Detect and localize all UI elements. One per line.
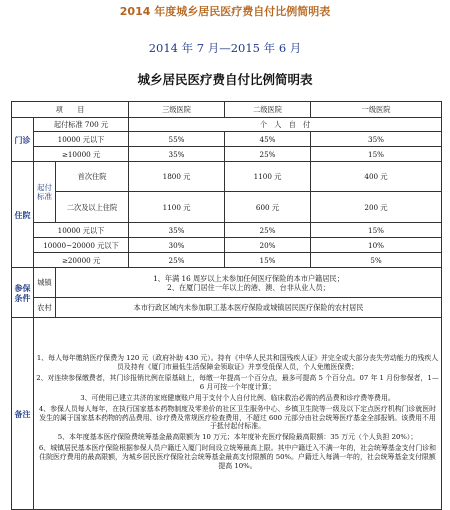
cell-tier2: 15% — [225, 253, 311, 268]
table-row — [12, 162, 442, 192]
row-label: 首次住院 — [56, 162, 129, 192]
cell-tier1: 200 元 — [311, 192, 442, 223]
eligibility-urban-row — [12, 268, 442, 298]
cell-tier2: 600 元 — [225, 192, 311, 223]
row-label: 10000 元以下 — [34, 132, 129, 147]
note-item: 2、对连续参保缴费者，其门诊报销比例在原基础上，每缴一年提高一个百分点，最多可提高 5 个百分点。07 年 1 月份参保者，1—6 月可按一个年度计算； — [36, 373, 439, 391]
cell-tier1: 400 元 — [311, 162, 442, 192]
cell-tier1: 15% — [311, 147, 442, 162]
table-row — [12, 238, 442, 253]
note-item: 1、每人每年缴纳医疗保费为 120 元（政府补助 430 元）。持有《中华人民共和国残疾人证》并完全或大部分丧失劳动能力的残疾人员及持有《厦门市最低生活保障金领取证》并享受低保人员，个人免缴医保费； — [36, 353, 439, 371]
cell-tier2: 25% — [225, 147, 311, 162]
urban-label: 城镇 — [34, 268, 56, 298]
note-item: 6、城镇居民基本医疗保险根据参保人员户籍迁入厦门时间设立统筹最高上限。其中户籍迁入不满一年的，社会统筹基金支付门诊和住院医疗费用的最高限额，为城乡居民医疗保险社会统筹基金最高支付限额的 50%。户籍迁入每满一年的，社会统筹基金支付限额提高 10%。 — [38, 444, 437, 471]
urban-condition-line: 1、年满 16 周岁以上未参加任何医疗保险的本市户籍居民； — [153, 273, 344, 283]
outpatient-threshold-value: 个 人 自 付 — [129, 118, 442, 132]
cell-tier3: 30% — [129, 238, 225, 253]
row-label: 10000 元以下 — [34, 223, 129, 238]
cell-tier3: 25% — [129, 253, 225, 268]
cell-tier3: 1100 元 — [129, 192, 225, 223]
notes-row — [12, 318, 442, 510]
eligibility-side-label: 参保条件 — [12, 268, 34, 318]
cell-tier3: 35% — [129, 147, 225, 162]
cell-tier1: 15% — [311, 223, 442, 238]
cell-tier1: 10% — [311, 238, 442, 253]
table-row — [12, 147, 442, 162]
inpatient-side-label: 住院 — [12, 162, 34, 268]
header-tier1: 一级医院 — [311, 102, 442, 118]
table-row — [12, 223, 442, 238]
table-row — [12, 253, 442, 268]
table-header-row — [12, 102, 442, 118]
notes-side-label: 备注 — [12, 318, 34, 510]
urban-conditions — [56, 268, 442, 298]
header-tier3: 三级医院 — [129, 102, 225, 118]
banner-title: 2014 年度城乡居民医疗费自付比例简明表 — [119, 5, 331, 18]
note-item: 5、本年度基本医疗保险费统筹基金最高限额为 10 万元；本年度补充医疗保险最高限额：35 万元（个人负担 20%）； — [57, 433, 418, 442]
row-label: 二次及以上住院 — [56, 192, 129, 223]
row-label: 10000~20000 元以下 — [34, 238, 129, 253]
note-item: 4、参保人员每人每年，在执行国家基本药物制度及零差价的社区卫生服务中心、乡镇卫生院等一级及以下定点医疗机构门诊就医时发生的属于国家基本药物的药品费用、诊疗费及常规医疗检查费用，不超过 600 元部分由社会统筹医疗基金全部报销。该费用不用于抵付起付标准。 — [38, 404, 437, 431]
cell-tier3: 35% — [129, 223, 225, 238]
outpatient-side-label: 门诊 — [12, 118, 34, 162]
row-label: ≥20000 元 — [34, 253, 129, 268]
cell-tier3: 1800 元 — [129, 162, 225, 192]
inpatient-threshold-sublabel: 起付标准 — [34, 162, 56, 223]
table-row — [12, 192, 442, 223]
header-tier2: 二级医院 — [225, 102, 311, 118]
urban-condition-line: 2、在厦门居住一年以上的港、澳、台非从业人员； — [167, 282, 330, 292]
notes-body — [34, 318, 442, 510]
header-item: 项 目 — [12, 102, 129, 118]
eligibility-rural-row — [12, 298, 442, 318]
cell-tier3: 55% — [129, 132, 225, 147]
cell-tier2: 45% — [225, 132, 311, 147]
outpatient-threshold-row — [12, 118, 442, 132]
outpatient-threshold-label: 起付标准 700 元 — [34, 118, 129, 132]
copay-ratio-table — [11, 101, 442, 510]
cell-tier2: 25% — [225, 223, 311, 238]
rural-condition: 本市行政区域内未参加职工基本医疗保险或城镇居民医疗保险的农村居民 — [56, 298, 442, 318]
period-line: 2014 年 7 月—2015 年 6 月 — [148, 41, 302, 55]
cell-tier1: 35% — [311, 132, 442, 147]
row-label: ≥10000 元 — [34, 147, 129, 162]
cell-tier2: 1100 元 — [225, 162, 311, 192]
document-title: 城乡居民医疗费自付比例简明表 — [137, 72, 313, 87]
cell-tier2: 20% — [225, 238, 311, 253]
rural-label: 农村 — [34, 298, 56, 318]
table-row — [12, 132, 442, 147]
cell-tier1: 5% — [311, 253, 442, 268]
note-item: 3、可使用已建立共济的家庭健康账户用于支付个人自付比例、临床救治必需的药品费和诊疗费等费用。 — [80, 393, 395, 402]
